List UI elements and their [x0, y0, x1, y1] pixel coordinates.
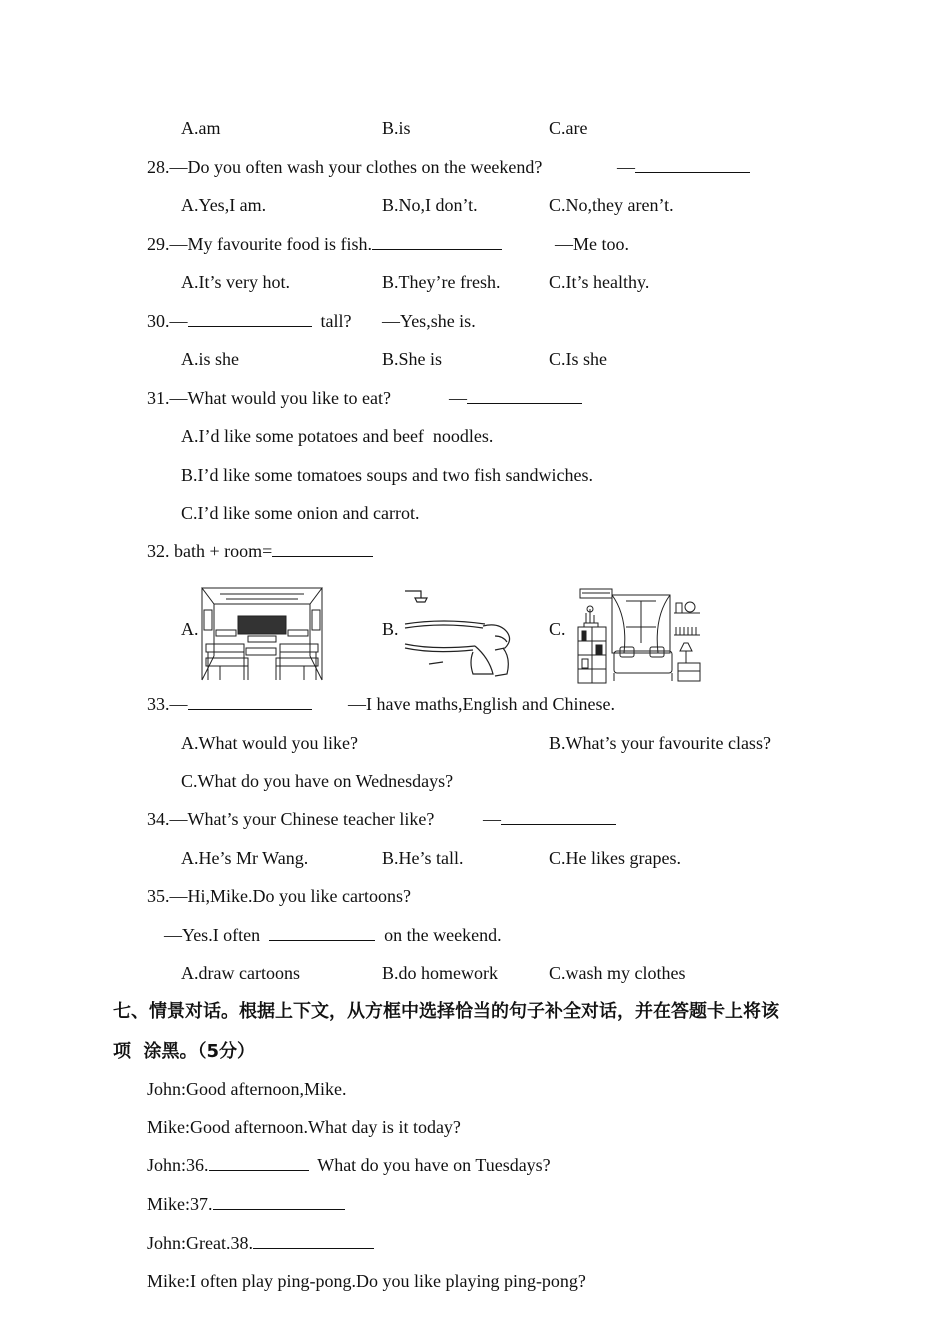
q30-line: [147, 310, 351, 332]
section7-heading-line2: 项 涂黑。（5分）: [113, 1041, 256, 1062]
q29-answer-blank[interactable]: [372, 233, 502, 250]
q28-answer-blank[interactable]: [635, 156, 750, 173]
q33-option-c: C.What do you have on Wednesdays?: [181, 771, 454, 791]
q32-option-a: A.: [181, 619, 199, 639]
q31-answer-blank[interactable]: [467, 387, 582, 404]
q35-option-a: A.draw cartoons: [181, 963, 300, 983]
dialogue-38-label: John:Great.38.: [147, 1233, 253, 1253]
q35-reply-prefix: —Yes.I often: [164, 925, 261, 945]
q34-reply-dash: —: [483, 809, 501, 829]
q30-option-a: A.is she: [181, 349, 239, 369]
q29-question: 29.—My favourite food is fish.: [147, 234, 372, 254]
dialogue-line-6: Mike:I often play ping-pong.Do you like playing ping-pong?: [147, 1271, 586, 1291]
answer-blank-37[interactable]: [213, 1193, 345, 1210]
q34-option-c: C.He likes grapes.: [549, 848, 681, 868]
q28-option-b: B.No,I don’t.: [382, 195, 478, 215]
q33-option-b: B.What’s your favourite class?: [549, 733, 771, 753]
dialogue-line-3: [147, 1154, 551, 1176]
q28-question: 28.—Do you often wash your clothes on the weekend?: [147, 157, 543, 177]
q28-option-c: C.No,they aren’t.: [549, 195, 674, 215]
q29-option-a: A.It’s very hot.: [181, 272, 290, 292]
q29-reply: —Me too.: [555, 234, 629, 254]
q31-reply-dash: —: [449, 388, 467, 408]
q35-option-c: C.wash my clothes: [549, 963, 686, 983]
q31-reply: [449, 387, 582, 409]
q32-option-b: B.: [382, 619, 399, 639]
q30-answer-blank[interactable]: [188, 310, 312, 327]
dialogue-36-followup: What do you have on Tuesdays?: [317, 1155, 551, 1175]
q34-answer-blank[interactable]: [501, 808, 616, 825]
q32-line: [147, 540, 373, 562]
q35-question: 35.—Hi,Mike.Do you like cartoons?: [147, 886, 411, 906]
q35-option-b: B.do homework: [382, 963, 498, 983]
q30-option-c: C.Is she: [549, 349, 607, 369]
dialogue-37-label: Mike:37.: [147, 1194, 213, 1214]
q35-answer-blank[interactable]: [269, 924, 375, 941]
answer-blank-36[interactable]: [209, 1154, 309, 1171]
q33-reply: —I have maths,English and Chinese.: [348, 694, 615, 714]
q30-reply: —Yes,she is.: [382, 311, 476, 331]
q33-prefix: 33.—: [147, 694, 188, 714]
q35-reply-suffix: on the weekend.: [384, 925, 502, 945]
dialogue-line-1: John:Good afternoon,Mike.: [147, 1079, 347, 1099]
q34-option-b: B.He’s tall.: [382, 848, 464, 868]
q27-option-c: C.are: [549, 118, 588, 138]
q32-question: 32. bath + room=: [147, 541, 273, 561]
q29-line: [147, 233, 502, 255]
q34-reply: [483, 808, 616, 830]
classroom-picture[interactable]: [200, 586, 324, 682]
dialogue-36-label: John:36.: [147, 1155, 209, 1175]
q34-question: 34.—What’s your Chinese teacher like?: [147, 809, 435, 829]
q31-option-b: B.I’d like some tomatoes soups and two fish sandwiches.: [181, 465, 593, 485]
q31-option-c: C.I’d like some onion and carrot.: [181, 503, 420, 523]
answer-blank-38[interactable]: [253, 1232, 374, 1249]
dialogue-line-2: Mike:Good afternoon.What day is it today?: [147, 1117, 461, 1137]
q32-option-c: C.: [549, 619, 566, 639]
q29-option-b: B.They’re fresh.: [382, 272, 501, 292]
q28-reply: [617, 156, 750, 178]
q33-answer-blank[interactable]: [188, 693, 312, 710]
q28-option-a: A.Yes,I am.: [181, 195, 267, 215]
q27-option-b: B.is: [382, 118, 411, 138]
q30-option-b: B.She is: [382, 349, 443, 369]
living-room-picture[interactable]: [576, 587, 704, 685]
q34-option-a: A.He’s Mr Wang.: [181, 848, 309, 868]
q30-prefix: 30.—: [147, 311, 188, 331]
q29-option-c: C.It’s healthy.: [549, 272, 650, 292]
q33-line: [147, 693, 312, 715]
q28-reply-dash: —: [617, 157, 635, 177]
bathroom-picture[interactable]: [403, 588, 515, 682]
q31-option-a: A.I’d like some potatoes and beef noodles.: [181, 426, 494, 446]
q31-question: 31.—What would you like to eat?: [147, 388, 391, 408]
q27-option-a: A.am: [181, 118, 221, 138]
q35-reply: [164, 924, 502, 946]
q33-option-a: A.What would you like?: [181, 733, 358, 753]
q30-suffix: tall?: [320, 311, 352, 331]
dialogue-line-5: [147, 1232, 374, 1254]
q32-answer-blank[interactable]: [272, 540, 373, 557]
dialogue-line-4: [147, 1193, 345, 1215]
section7-heading-line1: 七、情景对话。根据上下文，从方框中选择恰当的句子补全对话，并在答题卡上将该: [113, 1001, 779, 1022]
